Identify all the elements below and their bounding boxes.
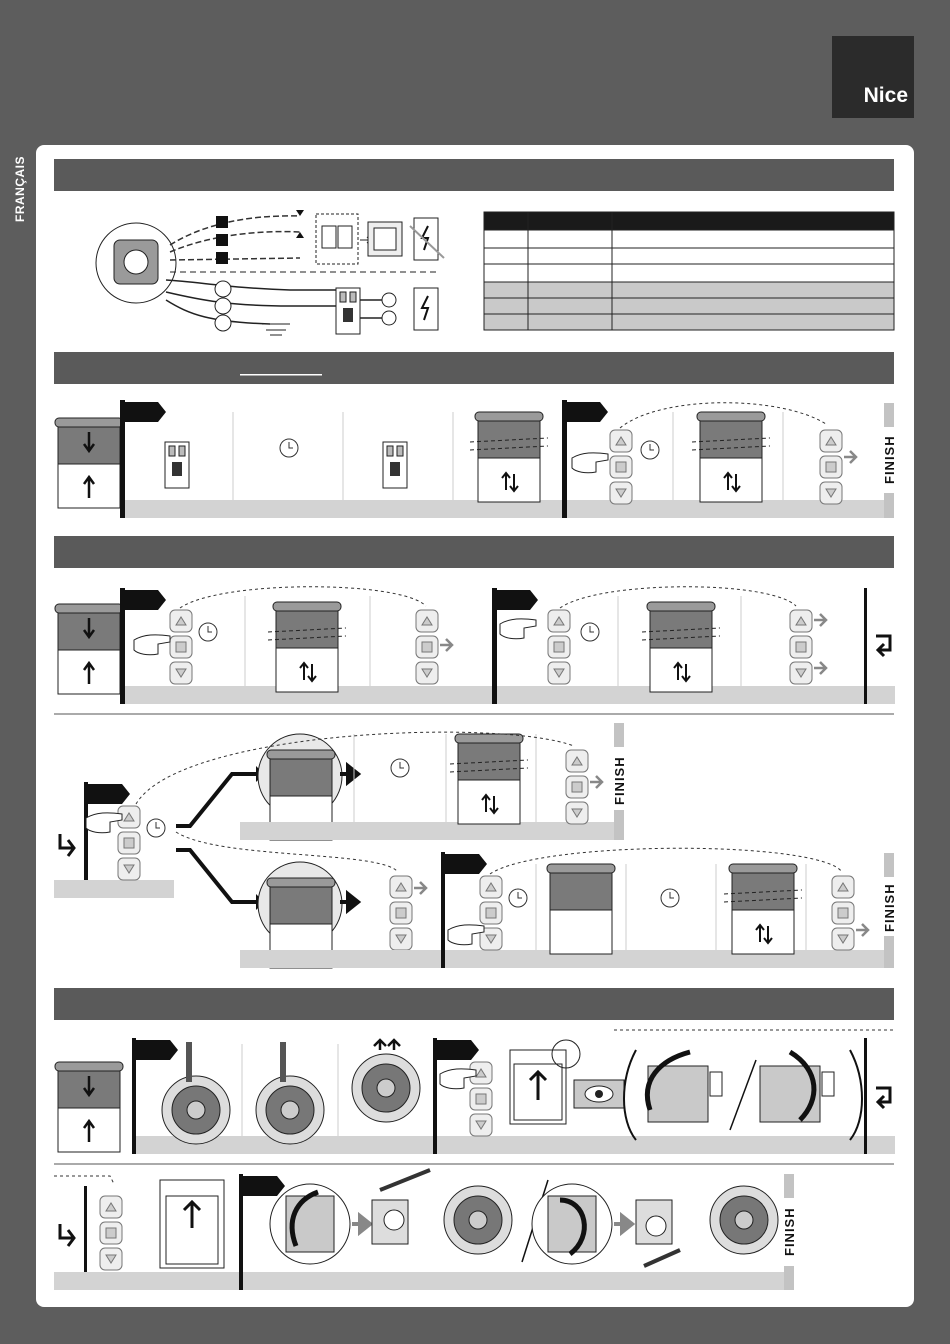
screwdriver-icon: [186, 1042, 192, 1082]
section-bar-4: [54, 988, 894, 1020]
table-header: [484, 212, 894, 230]
finish-label-4: FINISH: [782, 1207, 797, 1256]
wiring-diagram: [96, 210, 444, 335]
return-arrow-icon: [876, 636, 890, 656]
return-arrow-icon-2: [60, 834, 74, 856]
finish-label-2: FINISH: [612, 756, 627, 805]
section-underline: [240, 374, 322, 376]
row-section-3: [55, 587, 895, 704]
section-bar-3: [54, 536, 894, 568]
breaker-icon: [336, 288, 360, 334]
logo-text: Nice: [863, 84, 908, 107]
finish-label-3: FINISH: [882, 883, 897, 932]
finish-label-1: FINISH: [882, 435, 897, 484]
adjust-dial-icon: [648, 1066, 708, 1122]
row-section-2: [55, 400, 894, 518]
language-label: FRANÇAIS: [13, 156, 27, 222]
row-final: [54, 1170, 794, 1290]
wiring-table: [484, 212, 894, 330]
motor-icon: [162, 1076, 230, 1144]
row-section-4: [55, 1030, 895, 1154]
step-strip: [125, 500, 885, 518]
section-bar-wiring: [54, 159, 894, 191]
section-bar-2: [54, 352, 894, 384]
clock-icon: [280, 439, 298, 457]
row-branch: [54, 723, 894, 968]
